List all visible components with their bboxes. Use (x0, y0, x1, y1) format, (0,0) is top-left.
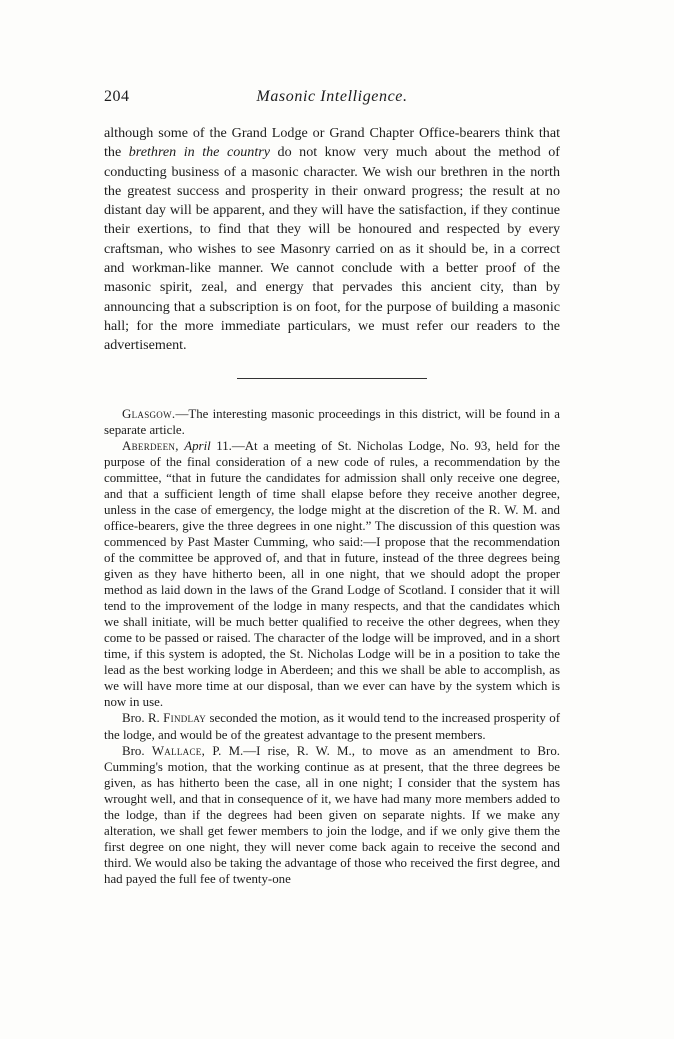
wallace-paragraph (104, 743, 560, 887)
findlay-name: Findlay (163, 711, 207, 726)
glasgow-text: —The interesting masonic proceedings in this district, will be found in a separate article. (104, 406, 560, 437)
aberdeen-text: 11.—At a meeting of St. Nicholas Lodge, No. 93, held for the purpose of the final consideration of a new code of rules, a recommendation by the committee, “that in future the candidates for admission shall only receive one degree, and that a sufficient length of time shall elapse before they receive another degree, unless in the case of emergency, the lodge might at the discretion of the R. W. M. and office-bearers, give the three degrees in one night.” The discussion of this question was commenced by Past Master Cumming, who said:—I propose that the recommendation of the committee be approved of, and that in future, instead of the three degrees being given as they have hitherto been, all in one night, that we should adopt the proper method as laid down in the laws of the Grand Lodge of Scotland. I consider that it will tend to the improvement of the lodge in many respects, and that the candidates which we shall initiate, will be much better qualified to receive the other degrees, when they come to be passed or raised. The character of the lodge will be improved, and in a short time, if this system is adopted, the St. Nicholas Lodge will be in a position to take the lead as the best working lodge in Aberdeen; and this we shall be able to accomplish, as we will have more time at our disposal, than we ever can have by the system which is now in use. (104, 438, 560, 710)
aberdeen-date: April (184, 438, 211, 453)
lead-italic: brethren in the country (128, 144, 271, 161)
wallace-name: Wallace, (151, 743, 206, 758)
findlay-prefix: Bro. R. (122, 711, 164, 726)
lead-text-2: do not know very much about the method of conducting business of a masonic character. We wish our brethren in the north the greatest success and prosperity in their onward progress; the result at no distant day will be apparent, and they will have the satisfaction, if they continue their exertions, to find that they will be honoured and respected by every craftsman, who wishes to see Masonry carried on as it should be, in a correct and workman-like manner. We cannot conclude with a better proof of the masonic spirit, zeal, and energy that pervades this ancient city, than by announcing that a subscription is on foot, for the purpose of building a masonic hall; for the more immediate particulars, we must refer our readers to the advertisement. (104, 144, 560, 354)
section-divider (237, 378, 427, 379)
aberdeen-paragraph (104, 438, 560, 711)
lead-paragraph (104, 124, 560, 356)
glasgow-place: Glasgow. (122, 406, 176, 421)
running-title: Masonic Intelligence. (256, 88, 408, 105)
glasgow-paragraph (104, 406, 560, 438)
document-page (104, 88, 560, 887)
findlay-text: seconded the motion, as it would tend to the increased prosperity of the lodge, and would be of the greatest advantage to the present members. (104, 711, 561, 742)
page-header (104, 88, 560, 114)
wallace-prefix: Bro. (122, 743, 152, 758)
findlay-paragraph (104, 710, 560, 742)
news-section (104, 406, 560, 887)
lead-text-1: although some of the Grand Lodge or Grand Chapter Office-bearers think that the (104, 125, 560, 161)
page-number: 204 (104, 88, 130, 105)
aberdeen-place: Aberdeen, (122, 438, 179, 453)
wallace-text: P. M.—I rise, R. W. M., to move as an amendment to Bro. Cumming's motion, that the working continue as at present, that the three degrees be given, as has hitherto been the case, all in one night; I consider that the system has wrought well, and that in consequence of it, we have had many more members added to the lodge, than if the degrees had been given on separate nights. If we make any alteration, we shall get fewer members to join the lodge, and if we only give them the first degree on one night, they will never come back again to receive the second and third. We would also be taking the advantage of those who received the first degree, and had payed the full fee of twenty-one (104, 743, 560, 886)
